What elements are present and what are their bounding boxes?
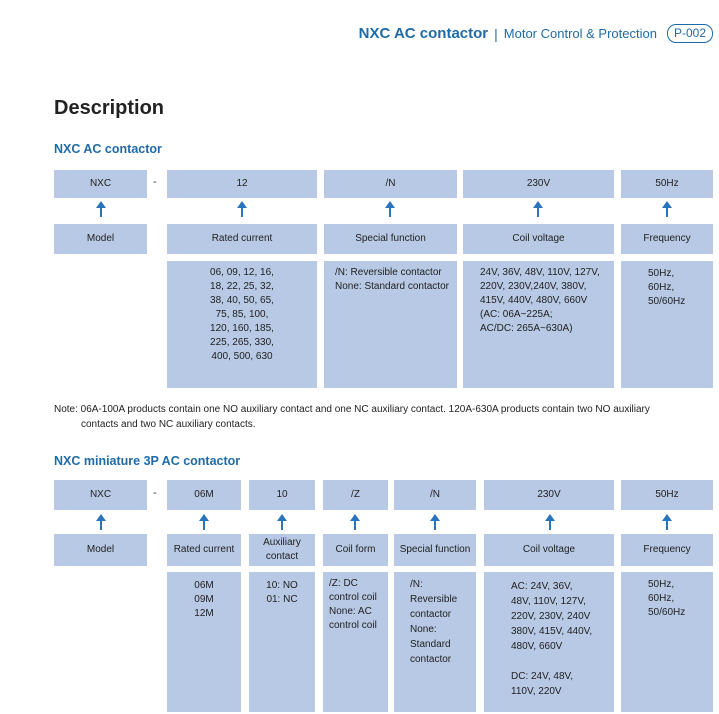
up-arrow-icon <box>385 201 395 217</box>
s2-label-model: Model <box>54 534 147 566</box>
section1-title: NXC AC contactor <box>54 142 162 156</box>
detail-line: 18, 22, 25, 32, <box>210 281 274 292</box>
s2-label-freq: Frequency <box>621 534 713 566</box>
s2-code-coil: 230V <box>484 480 614 510</box>
s2-code-special: /N <box>394 480 476 510</box>
up-arrow-icon <box>430 514 440 530</box>
detail-line: control coil <box>329 592 377 603</box>
detail-line: 400, 500, 630 <box>211 351 273 362</box>
detail-line: 60Hz, <box>648 593 675 604</box>
s2-label-coil: Coil voltage <box>484 534 614 566</box>
up-arrow-icon <box>277 514 287 530</box>
s1-label-freq: Frequency <box>621 224 713 254</box>
detail-line: None: Standard contactor <box>335 281 449 292</box>
note-line-2: contacts and two NC auxiliary contacts. <box>81 419 256 430</box>
detail-line <box>511 654 592 669</box>
detail-line: 480V, 660V <box>511 641 563 652</box>
detail-line: contact <box>265 551 299 562</box>
detail-line: 01: NC <box>266 594 298 605</box>
s2-detail-coilform <box>323 572 388 712</box>
detail-line: 24V, 36V, 48V, 110V, 127V, <box>480 267 600 278</box>
detail-line: None: AC <box>329 606 372 617</box>
s1-code-special: /N <box>324 170 457 198</box>
up-arrow-icon <box>662 514 672 530</box>
s1-label-current: Rated current <box>167 224 317 254</box>
detail-line: DC: 24V, 48V, <box>511 671 574 682</box>
s1-code-model: NXC <box>54 170 147 198</box>
s1-detail-special <box>324 261 457 388</box>
s2-detail-coil <box>484 572 614 712</box>
s1-dash: - <box>153 176 157 188</box>
detail-line: 50/60Hz <box>648 296 686 307</box>
header-separator: | <box>494 25 498 42</box>
detail-line: contactor <box>410 609 452 620</box>
s1-code-coil: 230V <box>463 170 614 198</box>
detail-line: 380V, 415V, 440V, <box>511 626 593 637</box>
up-arrow-icon <box>350 514 360 530</box>
s2-code-current: 06M <box>167 480 241 510</box>
detail-line: None: <box>410 624 437 635</box>
detail-line: 12M <box>194 608 214 619</box>
s1-code-freq: 50Hz <box>621 170 713 198</box>
s2-code-aux: 10 <box>249 480 315 510</box>
up-arrow-icon <box>237 201 247 217</box>
detail-line: 220V, 230V,240V, 380V, <box>480 281 587 292</box>
detail-line: control coil <box>329 620 377 631</box>
detail-line: 09M <box>194 594 214 605</box>
detail-line: (AC: 06A~225A; <box>480 309 553 320</box>
s2-detail-current <box>167 572 241 712</box>
detail-line: Auxiliary <box>263 537 301 548</box>
header-subtitle: Motor Control & Protection <box>503 26 657 41</box>
detail-line: 110V, 220V <box>511 686 562 697</box>
detail-line: 415V, 440V, 480V, 660V <box>480 295 588 306</box>
up-arrow-icon <box>662 201 672 217</box>
page-header <box>359 24 713 43</box>
s2-code-coilform: /Z <box>323 480 388 510</box>
s1-label-special: Special function <box>324 224 457 254</box>
s2-detail-freq <box>621 572 713 712</box>
s2-label-coilform: Coil form <box>323 534 388 566</box>
detail-line: /Z: DC <box>329 578 358 589</box>
detail-line: AC: 24V, 36V, <box>511 581 573 592</box>
detail-line: 60Hz, <box>648 282 675 293</box>
detail-line: contactor <box>410 654 452 665</box>
detail-line: 50Hz, <box>648 579 675 590</box>
detail-line: 06M <box>194 580 214 591</box>
detail-line: 48V, 110V, 127V, <box>511 596 586 607</box>
page-title: Description <box>54 97 165 119</box>
s1-label-coil: Coil voltage <box>463 224 614 254</box>
s1-code-current: 12 <box>167 170 317 198</box>
detail-line: 220V, 230V, 240V <box>511 611 591 622</box>
s1-detail-freq <box>621 261 713 388</box>
note-line-1: Note: 06A-100A products contain one NO auxiliary contact and one NC auxiliary contact. 120A-630A products contain two NO auxiliary <box>54 404 650 415</box>
up-arrow-icon <box>533 201 543 217</box>
detail-line: AC/DC: 265A~630A) <box>480 323 573 334</box>
detail-line: /N: <box>410 579 423 590</box>
s1-detail-current <box>167 261 317 388</box>
detail-line: Standard <box>410 639 451 650</box>
section2-title: NXC miniature 3P AC contactor <box>54 454 241 468</box>
detail-line: 75, 85, 100, <box>215 309 269 320</box>
detail-line: 50Hz, <box>648 268 675 279</box>
detail-line: 38, 40, 50, 65, <box>210 295 274 306</box>
note-text <box>54 402 704 432</box>
s2-code-freq: 50Hz <box>621 480 713 510</box>
s2-detail-special <box>394 572 476 712</box>
detail-line: 50/60Hz <box>648 607 686 618</box>
s2-label-special: Special function <box>394 534 476 566</box>
detail-line: 10: NO <box>266 580 298 591</box>
detail-line: Reversible <box>410 594 458 605</box>
s2-code-model: NXC <box>54 480 147 510</box>
s2-label-aux <box>249 534 315 566</box>
detail-line: 06, 09, 12, 16, <box>210 267 274 278</box>
up-arrow-icon <box>96 514 106 530</box>
up-arrow-icon <box>545 514 555 530</box>
s2-detail-aux <box>249 572 315 712</box>
header-title: NXC AC contactor <box>358 25 489 42</box>
up-arrow-icon <box>199 514 209 530</box>
detail-line: 120, 160, 185, <box>210 323 274 334</box>
s2-dash: - <box>153 487 157 499</box>
up-arrow-icon <box>96 201 106 217</box>
detail-line: 225, 265, 330, <box>210 337 274 348</box>
s1-label-model: Model <box>54 224 147 254</box>
s2-label-current: Rated current <box>167 534 241 566</box>
detail-line: /N: Reversible contactor <box>335 267 442 278</box>
page-number-badge: P-002 <box>667 24 713 43</box>
s1-detail-coil <box>463 261 614 388</box>
